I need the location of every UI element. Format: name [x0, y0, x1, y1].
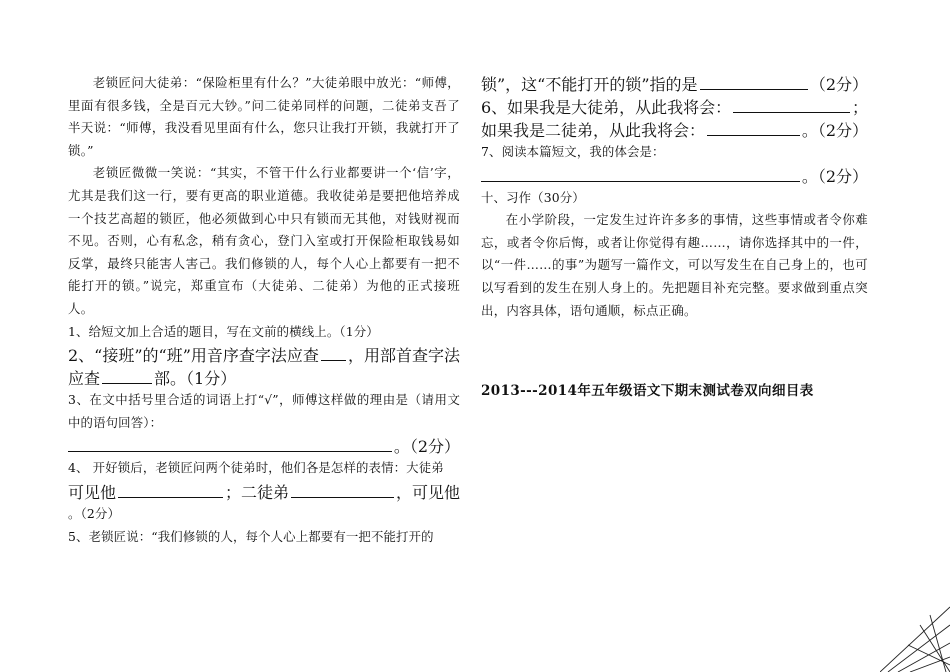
answer-blank-radical[interactable]	[102, 370, 152, 384]
story-paragraph-1: 老锁匠问大徒弟：“保险柜里有什么？”大徒弟眼中放光：“师傅，里面有很多钱，全是百元大钞。”问二徒弟同样的问题，二徒弟支吾了半天说：“师傅，我没看见里面有什么，您只让我打开锁，我就打开了锁。”	[68, 75, 460, 158]
story-paragraph-2: 老锁匠微微一笑说：“其实，不管干什么行业都要讲一个‘信’字，尤其是我们这一行，要有更高的职业道德。我收徒弟是要把他培养成一个技艺高超的锁匠，他必须做到心中只有锁而无其他，对钱财视而不见。否则，心有私念，稍有贪心，登门入室或打开保险柜取钱易如反掌，最终只能害人害己。我们修锁的人，每个人心上都要有一把不能打开的锁。”说完，郑重宣布（大徒弟、二徒弟）为他的正式接班人。	[68, 165, 460, 316]
question-4-line-2	[68, 480, 460, 503]
question-3-answer-line	[68, 434, 460, 457]
question-2-line-2	[68, 366, 460, 389]
question-5-text: 锁”，这“不能打开的锁”指的是	[481, 75, 698, 94]
question-6-score: 。（2分）	[801, 121, 868, 140]
answer-blank-q7[interactable]	[481, 168, 800, 182]
question-2-text-b: ，用部首查字法	[347, 346, 460, 366]
question-3-score: 。（2分）	[393, 437, 460, 457]
section-10-heading: 十、习作（30分）	[481, 189, 585, 205]
question-7-score: 。（2分）	[801, 166, 868, 186]
question-5-continued	[481, 72, 868, 95]
question-7: 7、阅读本篇短文，我的体会是：	[481, 144, 665, 159]
question-2-text-a: 2、“接班”的“班”用音序查字法应查	[68, 346, 319, 366]
answer-blank-q4-second[interactable]	[291, 484, 394, 498]
question-5: 5、老锁匠说：“我们修锁的人，每个人心上都要有一把不能打开的	[68, 528, 434, 544]
answer-blank-q6-second[interactable]	[707, 122, 800, 136]
question-2-line-1	[68, 343, 460, 366]
spec-table-heading: 2013---2014年五年级语文下期末测试卷双向细目表	[481, 383, 814, 400]
question-6-text-a: 6、如果我是大徒弟，从此我将会：	[481, 98, 732, 117]
question-4-text-c: ；二徒弟	[224, 482, 289, 502]
question-4-score: 。（2分）	[68, 505, 120, 521]
answer-blank-q5[interactable]	[700, 76, 808, 90]
question-2-text-d: 部。（1分）	[154, 369, 237, 389]
question-5-score: （2分）	[809, 75, 868, 94]
essay-prompt: 在小学阶段，一定发生过许许多多的事情，这些事情或者令你难忘，或者令你后悔，或者让你觉得有趣……，请你选择其中的一件，以“一件……的事”为题写一篇作文，可以写发生在自己身上的，也可以写看到的发生在别人身上的。先把题目补充完整。要求做到重点突出，内容具体，语句通顺，标点正确。	[481, 212, 868, 318]
question-7-answer-line	[481, 164, 868, 187]
question-6-line-1	[481, 95, 868, 118]
question-6-text-c: 如果我是二徒弟，从此我将会：	[481, 121, 706, 140]
left-column	[68, 72, 460, 548]
question-1: 1、给短文加上合适的题目，写在文前的横线上。（1分）	[68, 323, 379, 339]
right-column	[481, 72, 868, 402]
question-4-text-d: ，可见他	[395, 482, 460, 502]
question-2-text-c: 应查	[68, 369, 101, 389]
answer-blank-q6-first[interactable]	[733, 99, 850, 113]
question-4: 4、 开好锁后，老锁匠问两个徒弟时，他们各是怎样的表情：大徒弟	[68, 460, 444, 476]
corner-scribble-lines	[880, 585, 950, 672]
question-3: 3、在文中括号里合适的词语上打“√”，师傅这样做的理由是（请用文中的语句回答）：	[68, 392, 460, 430]
question-6-text-b: ；	[851, 98, 868, 117]
answer-blank-q3[interactable]	[68, 438, 392, 452]
question-6-line-2	[481, 118, 868, 141]
answer-blank-pinyin[interactable]	[321, 347, 346, 361]
question-4-text-b: 可见他	[68, 482, 117, 502]
answer-blank-q4-first[interactable]	[118, 484, 223, 498]
